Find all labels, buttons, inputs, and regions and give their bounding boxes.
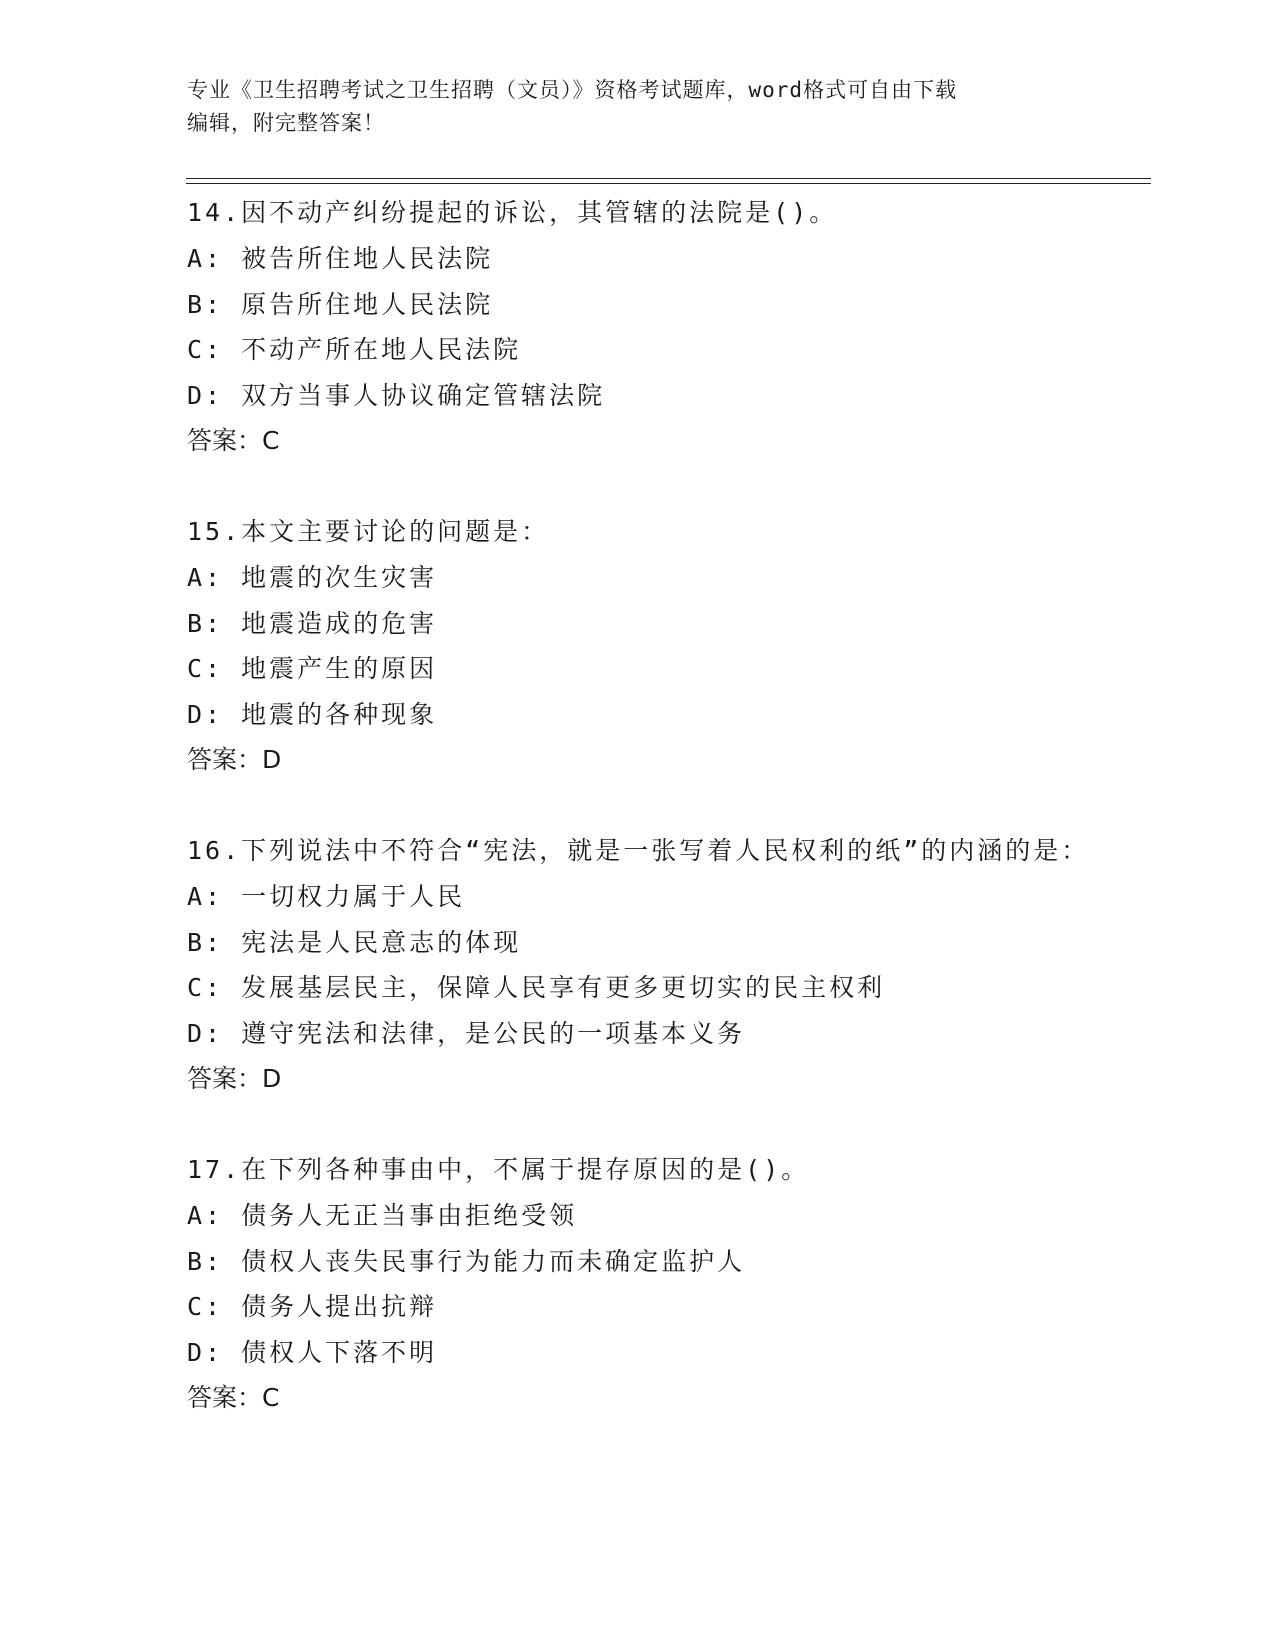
question-stem: 17.在下列各种事由中，不属于提存原因的是()。 (187, 1155, 810, 1184)
question-list (187, 190, 1107, 1466)
option-a: A: 一切权力属于人民 (187, 882, 466, 911)
option-b: B: 地震造成的危害 (187, 608, 438, 638)
header-line-2: 编辑，附完整答案！ (187, 111, 385, 135)
option-d: D: 遵守宪法和法律，是公民的一项基本义务 (187, 1018, 746, 1048)
document-header (187, 74, 1087, 140)
question-stem: 14.因不动产纠纷提起的诉讼，其管辖的法院是()。 (187, 198, 838, 227)
answer-label: 答案：C (187, 426, 280, 455)
option-c: C: 债务人提出抗辩 (187, 1292, 438, 1321)
header-divider-top (186, 178, 1151, 179)
question-15 (187, 509, 1107, 783)
question-14 (187, 190, 1107, 464)
option-c: C: 发展基层民主，保障人民享有更多更切实的民主权利 (187, 973, 886, 1002)
option-d: D: 双方当事人协议确定管辖法院 (187, 380, 606, 410)
option-a: A: 被告所住地人民法院 (187, 244, 494, 273)
question-stem: 15.本文主要讨论的问题是： (187, 517, 550, 546)
option-b: B: 宪法是人民意志的体现 (187, 927, 522, 957)
header-divider-bottom (186, 183, 1151, 184)
question-16 (187, 828, 1107, 1102)
option-a: A: 债务人无正当事由拒绝受领 (187, 1201, 578, 1230)
option-b: B: 债权人丧失民事行为能力而未确定监护人 (187, 1246, 746, 1276)
option-d: D: 债权人下落不明 (187, 1337, 438, 1367)
header-line-1: 专业《卫生招聘考试之卫生招聘（文员）》资格考试题库，word格式可自由下载 (187, 78, 958, 102)
option-b: B: 原告所住地人民法院 (187, 289, 494, 319)
question-stem: 16.下列说法中不符合“宪法，就是一张写着人民权利的纸”的内涵的是： (187, 836, 1090, 865)
answer-label: 答案：D (187, 1064, 282, 1093)
answer-label: 答案：D (187, 745, 282, 774)
option-c: C: 地震产生的原因 (187, 654, 438, 683)
option-d: D: 地震的各种现象 (187, 699, 438, 729)
option-c: C: 不动产所在地人民法院 (187, 335, 522, 364)
question-17 (187, 1147, 1107, 1421)
answer-label: 答案：C (187, 1383, 280, 1412)
option-a: A: 地震的次生灾害 (187, 563, 438, 592)
